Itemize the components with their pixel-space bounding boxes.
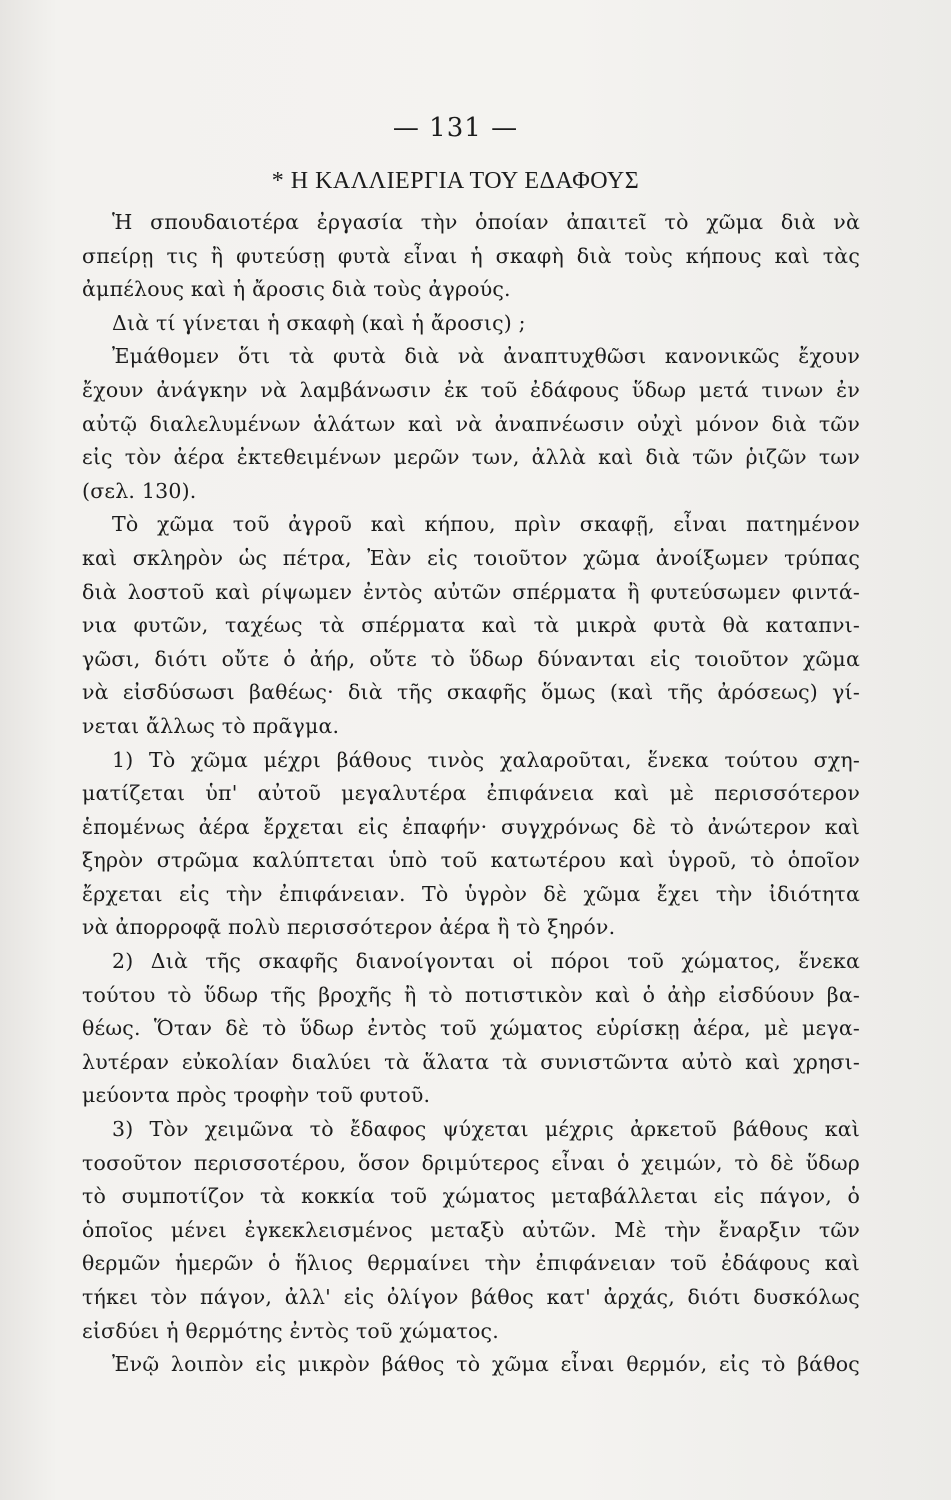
page-number: — 131 — <box>392 113 519 143</box>
text-line: νὰ εἰσδύσωσι βαθέως· διὰ τῆς σκαφῆς ὅμως (καὶ τῆς ἀρόσεως) γί- <box>82 680 860 705</box>
text-line: 2) Διὰ τῆς σκαφῆς διανοίγονται οἱ πόροι τοῦ χώματος, ἕνεκα <box>112 949 860 974</box>
text-line: νὰ ἀπορροφᾷ πολὺ περισσότερον ἀέρα ἢ τὸ ξηρόν. <box>82 915 616 940</box>
text-line: ξηρὸν στρῶμα καλύπτεται ὑπὸ τοῦ κατωτέρου καὶ ὑγροῦ, τὸ ὁποῖον <box>82 848 860 873</box>
text-line: 1) Τὸ χῶμα μέχρι βάθους τινὸς χαλαροῦται, ἕνεκα τούτου σχη- <box>112 747 860 772</box>
text-line: θέως. Ὅταν δὲ τὸ ὕδωρ ἐντὸς τοῦ χώματος εὑρίσκῃ ἀέρα, μὲ μεγα- <box>82 1016 860 1041</box>
text-line: ἔρχεται εἰς τὴν ἐπιφάνειαν. Τὸ ὑγρὸν δὲ χῶμα ἔχει τὴν ἰδιότητα <box>82 881 860 906</box>
text-line: ματίζεται ὑπ' αὐτοῦ μεγαλυτέρα ἐπιφάνεια καὶ μὲ περισσότερον <box>82 781 860 806</box>
text-line: τοσοῦτον περισσοτέρου, ὅσον δριμύτερος εἶναι ὁ χειμών, τὸ δὲ ὕδωρ <box>82 1150 860 1175</box>
text-line: διὰ λοστοῦ καὶ ρίψωμεν ἐντὸς αὐτῶν σπέρματα ἢ φυτεύσωμεν φιντά- <box>82 579 860 604</box>
text-line: σπείρῃ τις ἢ φυτεύσῃ φυτὰ εἶναι ἡ σκαφὴ διὰ τοὺς κήπους καὶ τὰς <box>82 243 860 268</box>
text-line: τούτου τὸ ὕδωρ τῆς βροχῆς ἢ τὸ ποτιστικὸν καὶ ὁ ἀὴρ εἰσδύουν βα- <box>82 982 860 1007</box>
text-line: τήκει τὸν πάγον, ἀλλ' εἰς ὀλίγον βάθος κατ' ἀρχάς, διότι δυσκόλως <box>82 1285 860 1309</box>
text-line: 3) Τὸν χειμῶνα τὸ ἔδαφος ψύχεται μέχρις ἀρκετοῦ βάθους καὶ <box>112 1117 860 1142</box>
text-line: ἀμπέλους καὶ ἡ ἄροσις διὰ τοὺς ἀγρούς. <box>82 277 511 302</box>
text-line: γῶσι, διότι οὔτε ὁ ἀήρ, οὔτε τὸ ὕδωρ δύνανται εἰς τοιοῦτον χῶμα <box>82 646 860 671</box>
text-line: αὐτῷ διαλελυμένων ἁλάτων καὶ νὰ ἀναπνέωσιν οὐχὶ μόνον διὰ τῶν <box>82 411 860 436</box>
text-line: Ἐνῷ λοιπὸν εἰς μικρὸν βάθος τὸ χῶμα εἶναι θερμόν, εἰς τὸ βάθος <box>112 1352 860 1377</box>
text-line: εἰς τὸν ἀέρα ἐκτεθειμένων μερῶν των, ἀλλὰ καὶ διὰ τῶν ῥιζῶν των <box>82 445 860 470</box>
text-line: ὁποῖος μένει ἐγκεκλεισμένος μεταξὺ αὐτῶν. Μὲ τὴν ἔναρξιν τῶν <box>82 1217 860 1242</box>
text-line: νεται ἄλλως τὸ πρᾶγμα. <box>82 713 340 738</box>
text-line: Ἐμάθομεν ὅτι τὰ φυτὰ διὰ νὰ ἀναπτυχθῶσι κανονικῶς ἔχουν <box>112 344 860 369</box>
body-text <box>82 206 860 1382</box>
text-line: Διὰ τί γίνεται ἡ σκαφὴ (καὶ ἡ ἄροσις) ; <box>112 310 526 335</box>
text-line: Τὸ χῶμα τοῦ ἀγροῦ καὶ κήπου, πρὶν σκαφῇ, εἶναι πατημένον <box>112 512 860 537</box>
text-line: ἑπομένως ἀέρα ἔρχεται εἰς ἐπαφήν· συγχρόνως δὲ τὸ ἀνώτερον καὶ <box>82 814 860 839</box>
text-line: μεύοντα πρὸς τροφὴν τοῦ φυτοῦ. <box>82 1083 431 1108</box>
text-line: καὶ σκληρὸν ὡς πέτρα, Ἐὰν εἰς τοιοῦτον χῶμα ἀνοίξωμεν τρύπας <box>82 545 860 570</box>
section-title: * Η ΚΑΛΛΙΕΡΓΙΑ ΤΟΥ ΕΔΑΦΟΥΣ <box>271 168 640 194</box>
text-line: θερμῶν ἡμερῶν ὁ ἥλιος θερμαίνει τὴν ἐπιφάνειαν τοῦ ἐδάφους καὶ <box>82 1251 860 1276</box>
text-line: τὸ συμποτίζον τὰ κοκκία τοῦ χώματος μεταβάλλεται εἰς πάγον, ὁ <box>82 1184 860 1209</box>
text-line: εἰσδύει ἡ θερμότης ἐντὸς τοῦ χώματος. <box>82 1318 499 1343</box>
text-line: ἔχουν ἀνάγκην νὰ λαμβάνωσιν ἐκ τοῦ ἐδάφους ὕδωρ μετά τινων ἐν <box>82 377 860 402</box>
text-line: Ἡ σπουδαιοτέρα ἐργασία τὴν ὁποίαν ἀπαιτεῖ τὸ χῶμα διὰ νὰ <box>112 210 860 234</box>
text-line: (σελ. 130). <box>82 478 197 503</box>
text-line: νια φυτῶν, ταχέως τὰ σπέρματα καὶ τὰ μικρὰ φυτὰ θὰ καταπνι- <box>82 613 860 638</box>
text-line: λυτέραν εὐκολίαν διαλύει τὰ ἅλατα τὰ συνιστῶντα αὐτὸ καὶ χρησι- <box>82 1049 860 1074</box>
